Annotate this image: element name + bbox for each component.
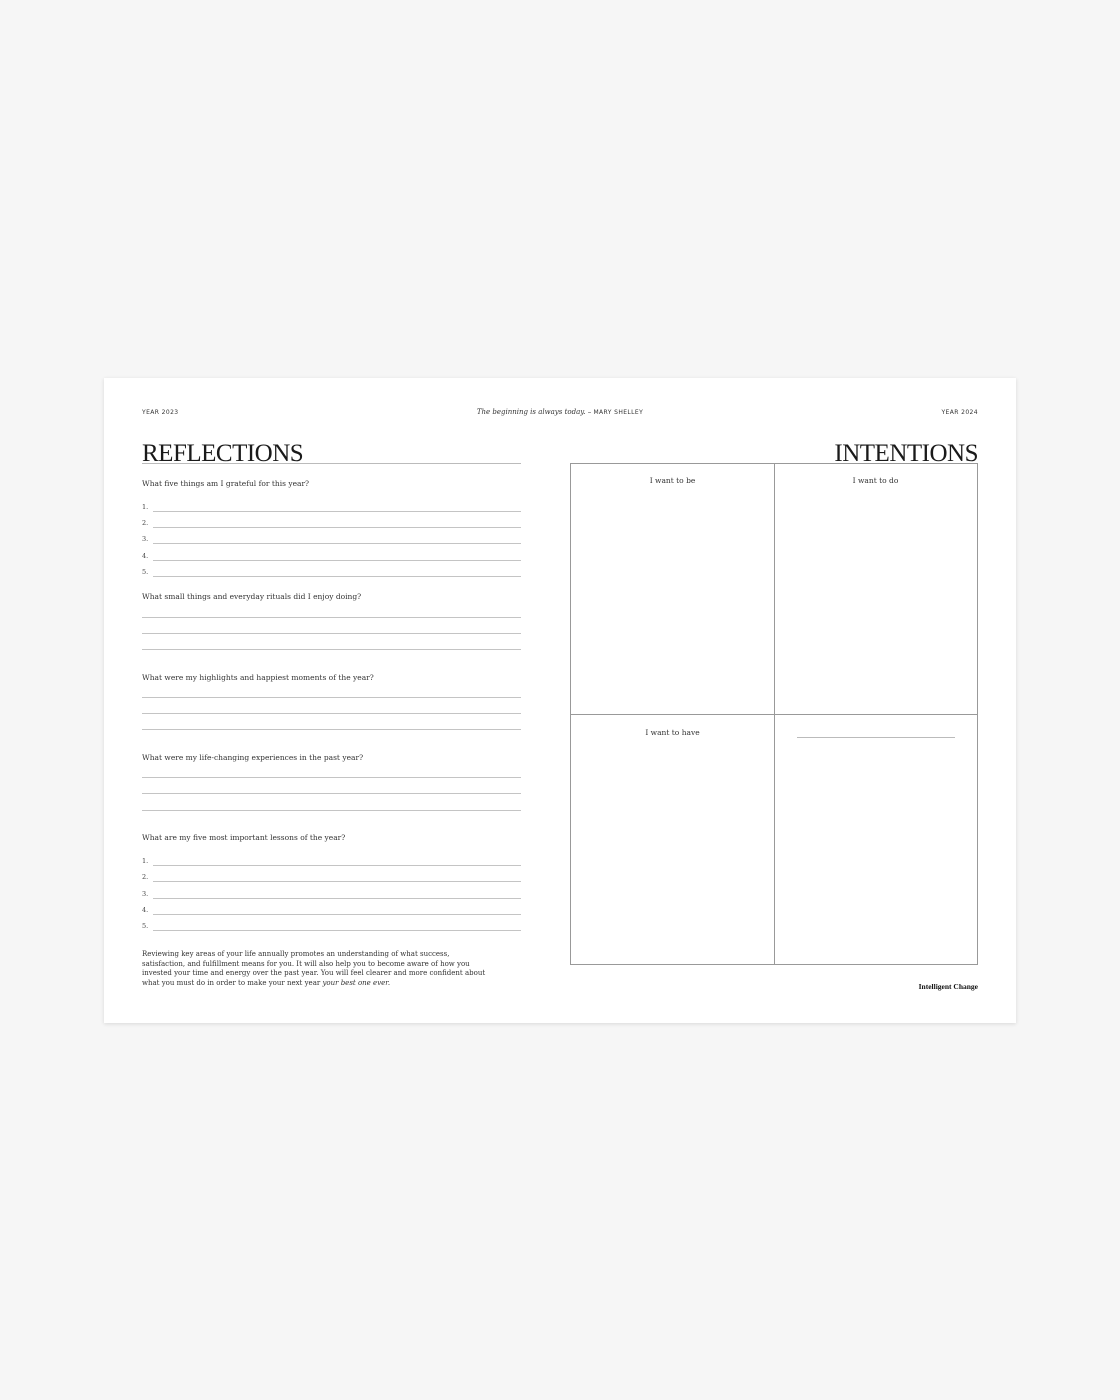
lessons-line-5[interactable]	[142, 922, 521, 932]
quote-separator: –	[585, 408, 594, 416]
grateful-line-1[interactable]	[142, 503, 521, 513]
grateful-line-5[interactable]	[142, 568, 521, 578]
life-changing-line-3[interactable]	[142, 810, 521, 811]
lessons-line-4[interactable]	[142, 906, 521, 916]
question-rituals: What small things and everyday rituals did I enjoy doing?	[142, 592, 362, 601]
cell-label-have: I want to have	[645, 728, 700, 737]
line-number: 4.	[142, 552, 149, 560]
quote-author: MARY SHELLEY	[593, 409, 644, 416]
reflections-title: REFLECTIONS	[142, 439, 304, 467]
footer-description	[142, 950, 487, 988]
lessons-line-3[interactable]	[142, 890, 521, 900]
rituals-line-3[interactable]	[142, 649, 521, 650]
life-changing-line-1[interactable]	[142, 777, 521, 778]
question-lessons: What are my five most important lessons of the year?	[142, 833, 346, 842]
year-right-label: YEAR 2024	[941, 409, 978, 416]
cell-label-do: I want to do	[852, 476, 899, 485]
line-number: 1.	[142, 857, 149, 865]
line-number: 3.	[142, 890, 149, 898]
intentions-grid	[570, 463, 978, 965]
grateful-line-3[interactable]	[142, 535, 521, 545]
footer-emphasis: your best one ever.	[322, 978, 391, 987]
quote-text: The beginning is always today.	[476, 408, 586, 416]
brand-logo: Intelligent Change	[918, 982, 978, 991]
line-number: 3.	[142, 535, 149, 543]
rituals-line-1[interactable]	[142, 617, 521, 618]
custom-label-line[interactable]	[797, 737, 955, 738]
line-number: 4.	[142, 906, 149, 914]
lessons-line-2[interactable]	[142, 873, 521, 883]
footer-body: Reviewing key areas of your life annually promotes an understanding of what success, satisfaction, and fulfillment means for you. It will also help you to become aware of how you invested your time and energy over the past year. You will feel clearer and more confident about what you must do in order to make your next year	[142, 950, 486, 987]
grateful-line-2[interactable]	[142, 519, 521, 529]
rituals-line-2[interactable]	[142, 633, 521, 634]
grateful-line-4[interactable]	[142, 552, 521, 562]
lessons-line-1[interactable]	[142, 857, 521, 867]
line-number: 5.	[142, 922, 149, 930]
year-left-label: YEAR 2023	[142, 409, 179, 416]
question-life-changing: What were my life-changing experiences in the past year?	[142, 753, 364, 762]
quote	[104, 408, 1016, 416]
journal-page	[104, 378, 1016, 1023]
intentions-title: INTENTIONS	[834, 439, 978, 467]
question-highlights: What were my highlights and happiest moments of the year?	[142, 673, 374, 682]
line-number: 2.	[142, 873, 149, 881]
line-number: 5.	[142, 568, 149, 576]
life-changing-line-2[interactable]	[142, 793, 521, 794]
line-number: 2.	[142, 519, 149, 527]
header-divider	[142, 463, 521, 464]
grid-horizontal-divider	[571, 714, 977, 715]
highlights-line-1[interactable]	[142, 697, 521, 698]
cell-label-be: I want to be	[649, 476, 696, 485]
line-number: 1.	[142, 503, 149, 511]
highlights-line-2[interactable]	[142, 713, 521, 714]
question-grateful: What five things am I grateful for this year?	[142, 479, 310, 488]
highlights-line-3[interactable]	[142, 729, 521, 730]
